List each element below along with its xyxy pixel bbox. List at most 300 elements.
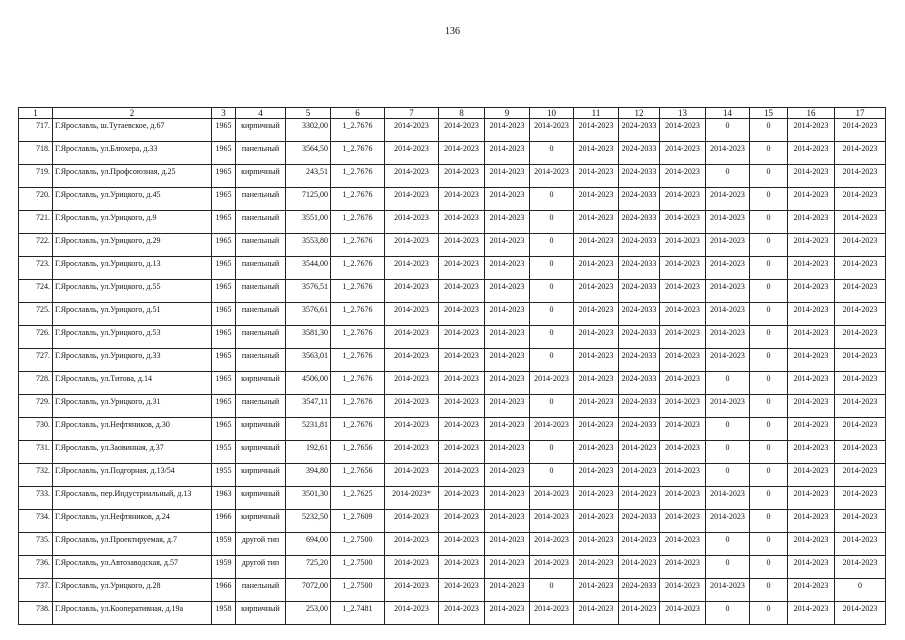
cell-row-number: 737. (19, 579, 53, 602)
cell-code: 1_2.7656 (331, 464, 385, 487)
cell-period-col-11: 2014-2023 (574, 487, 619, 510)
page-number: 136 (445, 26, 460, 37)
cell-period-col-15: 0 (750, 487, 788, 510)
cell-period-col-7: 2014-2023* (385, 487, 439, 510)
cell-period-col-16: 2014-2023 (788, 349, 835, 372)
table-body (19, 119, 886, 625)
column-header-14: 14 (706, 108, 750, 119)
cell-year-built: 1965 (212, 418, 236, 441)
cell-period-col-14: 2014-2023 (706, 395, 750, 418)
cell-period-col-11: 2014-2023 (574, 257, 619, 280)
cell-period-col-8: 2014-2023 (439, 510, 485, 533)
cell-row-number: 729. (19, 395, 53, 418)
cell-period-col-8: 2014-2023 (439, 188, 485, 211)
table-row (19, 165, 886, 188)
cell-row-number: 732. (19, 464, 53, 487)
cell-area: 3501,30 (286, 487, 331, 510)
cell-period-col-13: 2014-2023 (660, 303, 706, 326)
cell-period-col-15: 0 (750, 326, 788, 349)
cell-period-col-16: 2014-2023 (788, 303, 835, 326)
cell-period-col-10: 2014-2023 (530, 372, 574, 395)
cell-area: 3547,11 (286, 395, 331, 418)
cell-period-col-10: 0 (530, 395, 574, 418)
cell-period-col-11: 2014-2023 (574, 119, 619, 142)
cell-row-number: 738. (19, 602, 53, 625)
cell-period-col-15: 0 (750, 119, 788, 142)
cell-code: 1_2.7676 (331, 188, 385, 211)
cell-area: 394,80 (286, 464, 331, 487)
cell-period-col-17: 2014-2023 (835, 372, 886, 395)
cell-period-col-15: 0 (750, 533, 788, 556)
cell-row-number: 727. (19, 349, 53, 372)
cell-period-col-15: 0 (750, 372, 788, 395)
cell-period-col-15: 0 (750, 257, 788, 280)
cell-period-col-10: 0 (530, 257, 574, 280)
cell-year-built: 1955 (212, 441, 236, 464)
cell-period-col-17: 2014-2023 (835, 464, 886, 487)
cell-period-col-16: 2014-2023 (788, 280, 835, 303)
cell-period-col-8: 2014-2023 (439, 372, 485, 395)
cell-period-col-10: 2014-2023 (530, 602, 574, 625)
table-row (19, 303, 886, 326)
cell-period-col-12: 2024-2033 (619, 418, 660, 441)
cell-period-col-9: 2014-2023 (485, 510, 530, 533)
cell-address: Г.Ярославль, ул.Урицкого, д.29 (53, 234, 212, 257)
cell-period-col-17: 2014-2023 (835, 510, 886, 533)
cell-period-col-7: 2014-2023 (385, 303, 439, 326)
cell-area: 5232,50 (286, 510, 331, 533)
cell-period-col-12: 2024-2033 (619, 510, 660, 533)
cell-period-col-16: 2014-2023 (788, 188, 835, 211)
cell-period-col-14: 0 (706, 165, 750, 188)
cell-period-col-12: 2024-2033 (619, 395, 660, 418)
cell-code: 1_2.7676 (331, 142, 385, 165)
cell-period-col-12: 2014-2023 (619, 441, 660, 464)
cell-period-col-16: 2014-2023 (788, 372, 835, 395)
cell-row-number: 735. (19, 533, 53, 556)
cell-period-col-10: 0 (530, 234, 574, 257)
table-row (19, 280, 886, 303)
cell-code: 1_2.7676 (331, 395, 385, 418)
cell-period-col-12: 2024-2033 (619, 303, 660, 326)
cell-period-col-11: 2014-2023 (574, 188, 619, 211)
cell-period-col-17: 2014-2023 (835, 119, 886, 142)
cell-wall-material: панельный (236, 234, 286, 257)
cell-area: 192,61 (286, 441, 331, 464)
cell-wall-material: кирпичный (236, 441, 286, 464)
cell-year-built: 1965 (212, 257, 236, 280)
cell-period-col-9: 2014-2023 (485, 372, 530, 395)
cell-period-col-12: 2024-2033 (619, 211, 660, 234)
cell-period-col-16: 2014-2023 (788, 326, 835, 349)
cell-year-built: 1959 (212, 533, 236, 556)
cell-address: Г.Ярославль, ул.Урицкого, д.51 (53, 303, 212, 326)
cell-period-col-14: 2014-2023 (706, 234, 750, 257)
cell-period-col-9: 2014-2023 (485, 326, 530, 349)
cell-row-number: 720. (19, 188, 53, 211)
cell-period-col-17: 2014-2023 (835, 418, 886, 441)
cell-period-col-15: 0 (750, 188, 788, 211)
cell-period-col-11: 2014-2023 (574, 211, 619, 234)
cell-period-col-8: 2014-2023 (439, 441, 485, 464)
cell-period-col-10: 2014-2023 (530, 556, 574, 579)
cell-period-col-10: 0 (530, 349, 574, 372)
cell-period-col-8: 2014-2023 (439, 395, 485, 418)
cell-period-col-16: 2014-2023 (788, 395, 835, 418)
cell-period-col-8: 2014-2023 (439, 165, 485, 188)
cell-period-col-11: 2014-2023 (574, 395, 619, 418)
column-header-11: 11 (574, 108, 619, 119)
cell-year-built: 1959 (212, 556, 236, 579)
cell-period-col-17: 2014-2023 (835, 257, 886, 280)
column-header-2: 2 (53, 108, 212, 119)
cell-period-col-9: 2014-2023 (485, 556, 530, 579)
cell-period-col-10: 0 (530, 280, 574, 303)
cell-period-col-8: 2014-2023 (439, 579, 485, 602)
cell-address: Г.Ярославль, ул.Урицкого, д.9 (53, 211, 212, 234)
cell-code: 1_2.7609 (331, 510, 385, 533)
cell-address: Г.Ярославль, ул.Блюхера, д.33 (53, 142, 212, 165)
cell-wall-material: панельный (236, 280, 286, 303)
cell-row-number: 734. (19, 510, 53, 533)
cell-code: 1_2.7676 (331, 326, 385, 349)
cell-period-col-9: 2014-2023 (485, 533, 530, 556)
cell-period-col-7: 2014-2023 (385, 188, 439, 211)
cell-address: Г.Ярославль, ул.Профсоюзная, д.25 (53, 165, 212, 188)
cell-period-col-14: 2014-2023 (706, 510, 750, 533)
cell-year-built: 1965 (212, 303, 236, 326)
cell-period-col-16: 2014-2023 (788, 234, 835, 257)
cell-period-col-7: 2014-2023 (385, 533, 439, 556)
column-header-7: 7 (385, 108, 439, 119)
cell-period-col-17: 2014-2023 (835, 142, 886, 165)
cell-period-col-12: 2024-2033 (619, 579, 660, 602)
cell-period-col-12: 2014-2023 (619, 487, 660, 510)
column-header-10: 10 (530, 108, 574, 119)
cell-period-col-7: 2014-2023 (385, 234, 439, 257)
cell-period-col-10: 2014-2023 (530, 510, 574, 533)
cell-area: 3302,00 (286, 119, 331, 142)
cell-period-col-8: 2014-2023 (439, 418, 485, 441)
cell-period-col-15: 0 (750, 510, 788, 533)
cell-period-col-17: 2014-2023 (835, 188, 886, 211)
cell-address: Г.Ярославль, ул.Урицкого, д.31 (53, 395, 212, 418)
cell-address: Г.Ярославль, ул.Проектируемая, д.7 (53, 533, 212, 556)
cell-area: 694,00 (286, 533, 331, 556)
cell-period-col-8: 2014-2023 (439, 464, 485, 487)
cell-period-col-16: 2014-2023 (788, 119, 835, 142)
cell-period-col-14: 2014-2023 (706, 487, 750, 510)
cell-period-col-10: 2014-2023 (530, 487, 574, 510)
cell-row-number: 723. (19, 257, 53, 280)
cell-period-col-8: 2014-2023 (439, 211, 485, 234)
cell-period-col-8: 2014-2023 (439, 349, 485, 372)
cell-period-col-13: 2014-2023 (660, 602, 706, 625)
cell-row-number: 730. (19, 418, 53, 441)
cell-period-col-13: 2014-2023 (660, 487, 706, 510)
cell-wall-material: панельный (236, 211, 286, 234)
cell-period-col-7: 2014-2023 (385, 349, 439, 372)
cell-period-col-12: 2024-2033 (619, 280, 660, 303)
cell-area: 3564,50 (286, 142, 331, 165)
cell-period-col-7: 2014-2023 (385, 441, 439, 464)
cell-wall-material: кирпичный (236, 464, 286, 487)
cell-period-col-13: 2014-2023 (660, 556, 706, 579)
cell-year-built: 1965 (212, 142, 236, 165)
cell-year-built: 1965 (212, 211, 236, 234)
cell-period-col-15: 0 (750, 303, 788, 326)
column-header-16: 16 (788, 108, 835, 119)
cell-row-number: 736. (19, 556, 53, 579)
cell-code: 1_2.7500 (331, 579, 385, 602)
cell-year-built: 1965 (212, 372, 236, 395)
cell-wall-material: кирпичный (236, 165, 286, 188)
cell-year-built: 1958 (212, 602, 236, 625)
cell-period-col-9: 2014-2023 (485, 464, 530, 487)
cell-period-col-7: 2014-2023 (385, 280, 439, 303)
column-header-5: 5 (286, 108, 331, 119)
cell-period-col-10: 2014-2023 (530, 165, 574, 188)
cell-period-col-10: 0 (530, 579, 574, 602)
cell-period-col-17: 0 (835, 579, 886, 602)
cell-period-col-7: 2014-2023 (385, 119, 439, 142)
cell-period-col-12: 2024-2033 (619, 119, 660, 142)
cell-period-col-17: 2014-2023 (835, 326, 886, 349)
cell-period-col-16: 2014-2023 (788, 510, 835, 533)
cell-period-col-11: 2014-2023 (574, 602, 619, 625)
cell-wall-material: кирпичный (236, 372, 286, 395)
cell-period-col-16: 2014-2023 (788, 211, 835, 234)
cell-period-col-10: 0 (530, 142, 574, 165)
cell-area: 243,51 (286, 165, 331, 188)
cell-period-col-11: 2014-2023 (574, 280, 619, 303)
cell-period-col-11: 2014-2023 (574, 326, 619, 349)
cell-period-col-14: 0 (706, 556, 750, 579)
cell-code: 1_2.7500 (331, 556, 385, 579)
cell-period-col-10: 0 (530, 303, 574, 326)
cell-address: Г.Ярославль, ул.Подгорная, д.13/54 (53, 464, 212, 487)
cell-period-col-17: 2014-2023 (835, 487, 886, 510)
cell-area: 725,20 (286, 556, 331, 579)
cell-period-col-15: 0 (750, 234, 788, 257)
cell-year-built: 1966 (212, 510, 236, 533)
cell-period-col-14: 0 (706, 464, 750, 487)
cell-period-col-14: 2014-2023 (706, 349, 750, 372)
cell-code: 1_2.7676 (331, 165, 385, 188)
column-header-15: 15 (750, 108, 788, 119)
cell-period-col-7: 2014-2023 (385, 211, 439, 234)
cell-address: Г.Ярославль, ул.Урицкого, д.55 (53, 280, 212, 303)
cell-period-col-12: 2024-2033 (619, 188, 660, 211)
cell-address: Г.Ярославль, ул.Урицкого, д.13 (53, 257, 212, 280)
cell-year-built: 1965 (212, 119, 236, 142)
table-row (19, 418, 886, 441)
cell-period-col-9: 2014-2023 (485, 395, 530, 418)
column-header-9: 9 (485, 108, 530, 119)
cell-period-col-7: 2014-2023 (385, 142, 439, 165)
cell-period-col-14: 0 (706, 441, 750, 464)
column-header-17: 17 (835, 108, 886, 119)
cell-period-col-9: 2014-2023 (485, 211, 530, 234)
cell-period-col-8: 2014-2023 (439, 602, 485, 625)
cell-period-col-8: 2014-2023 (439, 257, 485, 280)
cell-address: Г.Ярославль, ул.Нефтяников, д.24 (53, 510, 212, 533)
column-header-6: 6 (331, 108, 385, 119)
cell-row-number: 728. (19, 372, 53, 395)
housing-registry-table (18, 107, 886, 625)
column-header-1: 1 (19, 108, 53, 119)
cell-wall-material: панельный (236, 349, 286, 372)
cell-area: 3563,01 (286, 349, 331, 372)
cell-period-col-8: 2014-2023 (439, 303, 485, 326)
table-row (19, 441, 886, 464)
cell-period-col-9: 2014-2023 (485, 602, 530, 625)
cell-period-col-11: 2014-2023 (574, 418, 619, 441)
cell-wall-material: другой тип (236, 533, 286, 556)
cell-period-col-8: 2014-2023 (439, 142, 485, 165)
cell-row-number: 719. (19, 165, 53, 188)
cell-wall-material: панельный (236, 142, 286, 165)
cell-row-number: 733. (19, 487, 53, 510)
cell-code: 1_2.7500 (331, 533, 385, 556)
cell-period-col-15: 0 (750, 165, 788, 188)
cell-area: 5231,81 (286, 418, 331, 441)
cell-period-col-7: 2014-2023 (385, 510, 439, 533)
cell-address: Г.Ярославль, ул.Урицкого, д.33 (53, 349, 212, 372)
table-row (19, 349, 886, 372)
cell-code: 1_2.7676 (331, 234, 385, 257)
cell-period-col-12: 2014-2023 (619, 464, 660, 487)
cell-address: Г.Ярославль, ул.Кооперативная, д.19а (53, 602, 212, 625)
cell-code: 1_2.7676 (331, 418, 385, 441)
cell-period-col-12: 2024-2033 (619, 257, 660, 280)
column-header-8: 8 (439, 108, 485, 119)
cell-wall-material: панельный (236, 579, 286, 602)
cell-period-col-16: 2014-2023 (788, 257, 835, 280)
cell-period-col-17: 2014-2023 (835, 441, 886, 464)
cell-wall-material: другой тип (236, 556, 286, 579)
cell-period-col-10: 2014-2023 (530, 119, 574, 142)
cell-period-col-16: 2014-2023 (788, 418, 835, 441)
cell-period-col-8: 2014-2023 (439, 326, 485, 349)
cell-period-col-16: 2014-2023 (788, 602, 835, 625)
cell-period-col-14: 2014-2023 (706, 211, 750, 234)
cell-year-built: 1965 (212, 326, 236, 349)
cell-area: 4506,00 (286, 372, 331, 395)
cell-year-built: 1965 (212, 349, 236, 372)
cell-period-col-15: 0 (750, 418, 788, 441)
cell-period-col-15: 0 (750, 280, 788, 303)
cell-wall-material: кирпичный (236, 602, 286, 625)
cell-row-number: 722. (19, 234, 53, 257)
cell-period-col-17: 2014-2023 (835, 556, 886, 579)
cell-period-col-7: 2014-2023 (385, 372, 439, 395)
cell-period-col-14: 0 (706, 602, 750, 625)
cell-address: Г.Ярославль, ул.Автозаводская, д.57 (53, 556, 212, 579)
cell-period-col-13: 2014-2023 (660, 119, 706, 142)
cell-period-col-14: 0 (706, 418, 750, 441)
cell-period-col-17: 2014-2023 (835, 303, 886, 326)
cell-row-number: 717. (19, 119, 53, 142)
cell-address: Г.Ярославль, ш.Тутаевское, д.67 (53, 119, 212, 142)
cell-row-number: 725. (19, 303, 53, 326)
cell-period-col-13: 2014-2023 (660, 579, 706, 602)
cell-period-col-7: 2014-2023 (385, 579, 439, 602)
cell-address: Г.Ярославль, ул.Заовинная, д.37 (53, 441, 212, 464)
cell-period-col-15: 0 (750, 556, 788, 579)
cell-period-col-13: 2014-2023 (660, 464, 706, 487)
cell-period-col-14: 0 (706, 533, 750, 556)
table-row (19, 556, 886, 579)
cell-period-col-16: 2014-2023 (788, 556, 835, 579)
cell-period-col-13: 2014-2023 (660, 533, 706, 556)
cell-period-col-9: 2014-2023 (485, 579, 530, 602)
cell-period-col-11: 2014-2023 (574, 579, 619, 602)
cell-period-col-11: 2014-2023 (574, 464, 619, 487)
cell-code: 1_2.7676 (331, 257, 385, 280)
cell-period-col-15: 0 (750, 142, 788, 165)
cell-period-col-14: 0 (706, 119, 750, 142)
cell-period-col-13: 2014-2023 (660, 326, 706, 349)
cell-period-col-12: 2024-2033 (619, 349, 660, 372)
cell-period-col-17: 2014-2023 (835, 533, 886, 556)
cell-code: 1_2.7676 (331, 349, 385, 372)
cell-period-col-15: 0 (750, 464, 788, 487)
cell-code: 1_2.7676 (331, 211, 385, 234)
cell-period-col-11: 2014-2023 (574, 303, 619, 326)
cell-address: Г.Ярославль, ул.Урицкого, д.28 (53, 579, 212, 602)
cell-period-col-12: 2024-2033 (619, 165, 660, 188)
cell-year-built: 1965 (212, 188, 236, 211)
cell-period-col-10: 0 (530, 326, 574, 349)
cell-period-col-10: 2014-2023 (530, 418, 574, 441)
table-row (19, 464, 886, 487)
cell-period-col-11: 2014-2023 (574, 142, 619, 165)
cell-period-col-8: 2014-2023 (439, 234, 485, 257)
cell-period-col-12: 2014-2023 (619, 533, 660, 556)
cell-area: 7125,00 (286, 188, 331, 211)
cell-wall-material: панельный (236, 395, 286, 418)
cell-period-col-17: 2014-2023 (835, 280, 886, 303)
table-row (19, 533, 886, 556)
cell-period-col-12: 2024-2033 (619, 142, 660, 165)
cell-area: 3544,00 (286, 257, 331, 280)
cell-wall-material: панельный (236, 326, 286, 349)
cell-period-col-15: 0 (750, 579, 788, 602)
cell-period-col-14: 2014-2023 (706, 188, 750, 211)
cell-period-col-9: 2014-2023 (485, 188, 530, 211)
cell-period-col-13: 2014-2023 (660, 188, 706, 211)
cell-row-number: 724. (19, 280, 53, 303)
cell-period-col-10: 0 (530, 188, 574, 211)
cell-period-col-13: 2014-2023 (660, 234, 706, 257)
cell-period-col-13: 2014-2023 (660, 280, 706, 303)
cell-area: 3553,80 (286, 234, 331, 257)
cell-wall-material: панельный (236, 303, 286, 326)
cell-period-col-13: 2014-2023 (660, 142, 706, 165)
cell-period-col-7: 2014-2023 (385, 464, 439, 487)
table-row (19, 510, 886, 533)
cell-code: 1_2.7676 (331, 303, 385, 326)
cell-period-col-12: 2024-2033 (619, 326, 660, 349)
cell-wall-material: кирпичный (236, 119, 286, 142)
cell-period-col-17: 2014-2023 (835, 395, 886, 418)
table-row (19, 326, 886, 349)
cell-code: 1_2.7625 (331, 487, 385, 510)
cell-year-built: 1965 (212, 234, 236, 257)
cell-period-col-8: 2014-2023 (439, 556, 485, 579)
cell-area: 3551,00 (286, 211, 331, 234)
